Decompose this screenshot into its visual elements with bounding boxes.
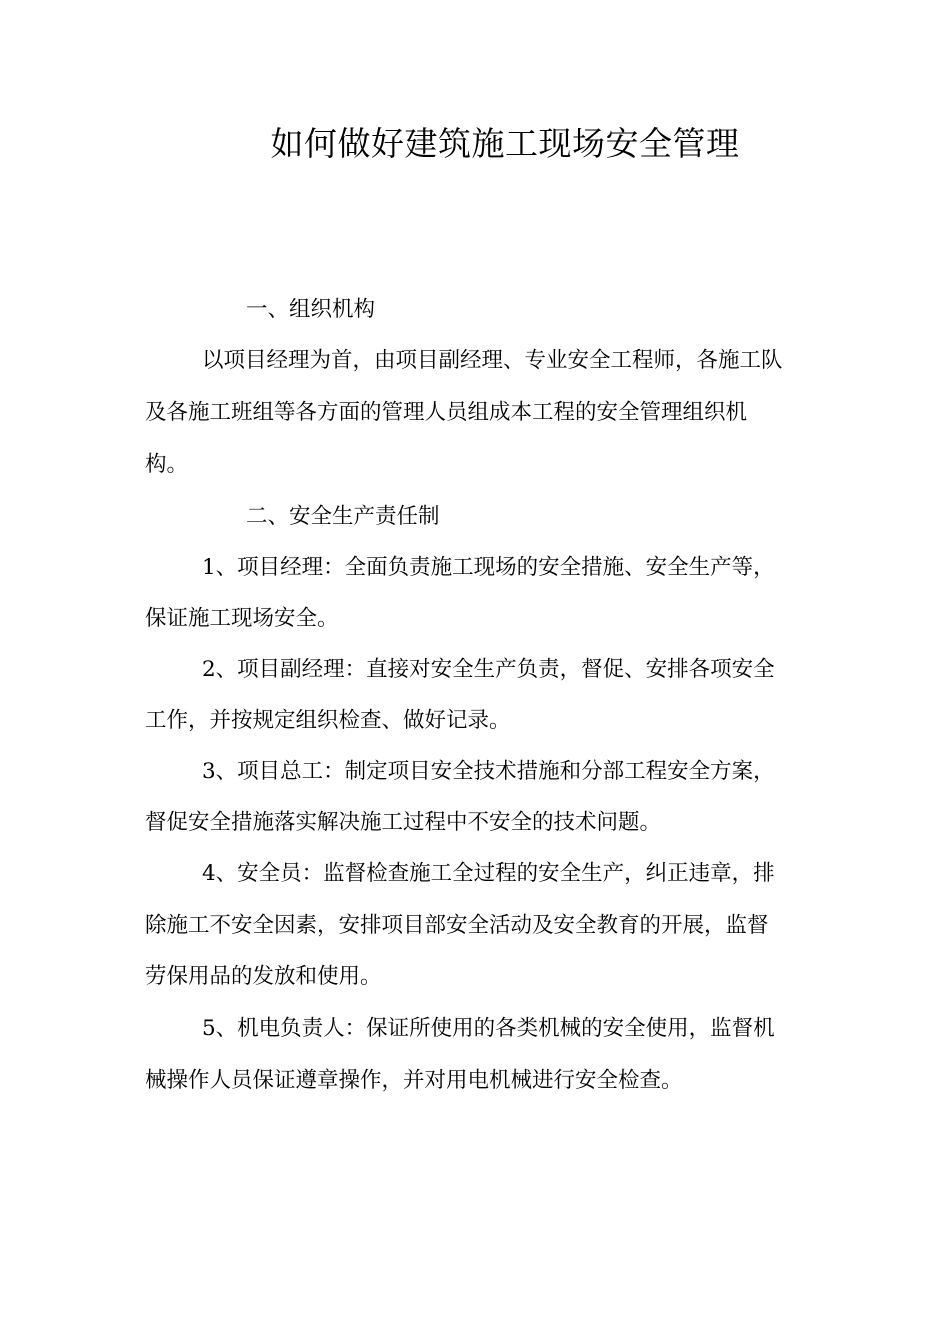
section-1-line-2: 及各施工班组等各方面的管理人员组成本工程的安全管理组织机 [145,400,748,425]
item-2-line-1: 2、项目副经理：直接对安全生产负责，督促、安排各项安全 [202,657,775,682]
document-title: 如何做好建筑施工现场安全管理 [270,124,740,163]
section-1-heading: 一、组织机构 [246,297,376,322]
item-5-line-2: 械操作人员保证遵章操作，并对用电机械进行安全检查。 [145,1068,683,1093]
item-3-line-2: 督促安全措施落实解决施工过程中不安全的技术问题。 [145,810,662,835]
section-2-heading: 二、安全生产责任制 [246,504,440,529]
item-4-line-2: 除施工不安全因素，安排项目部安全活动及安全教育的开展，监督 [145,913,769,938]
item-4-line-3: 劳保用品的发放和使用。 [145,964,382,989]
item-5-line-1: 5、机电负责人：保证所使用的各类机械的安全使用，监督机 [202,1016,775,1041]
item-2-line-2: 工作，并按规定组织检查、做好记录。 [145,708,511,733]
section-1-line-3: 构。 [145,452,189,477]
item-1-line-1: 1、项目经理：全面负责施工现场的安全措施、安全生产等， [202,555,775,580]
item-1-line-2: 保证施工现场安全。 [145,606,339,631]
item-3-line-1: 3、项目总工：制定项目安全技术措施和分部工程安全方案， [202,759,775,784]
item-4-line-1: 4、安全员：监督检查施工全过程的安全生产，纠正违章，排 [202,861,775,886]
section-1-line-1: 以项目经理为首，由项目副经理、专业安全工程师，各施工队 [202,348,783,373]
